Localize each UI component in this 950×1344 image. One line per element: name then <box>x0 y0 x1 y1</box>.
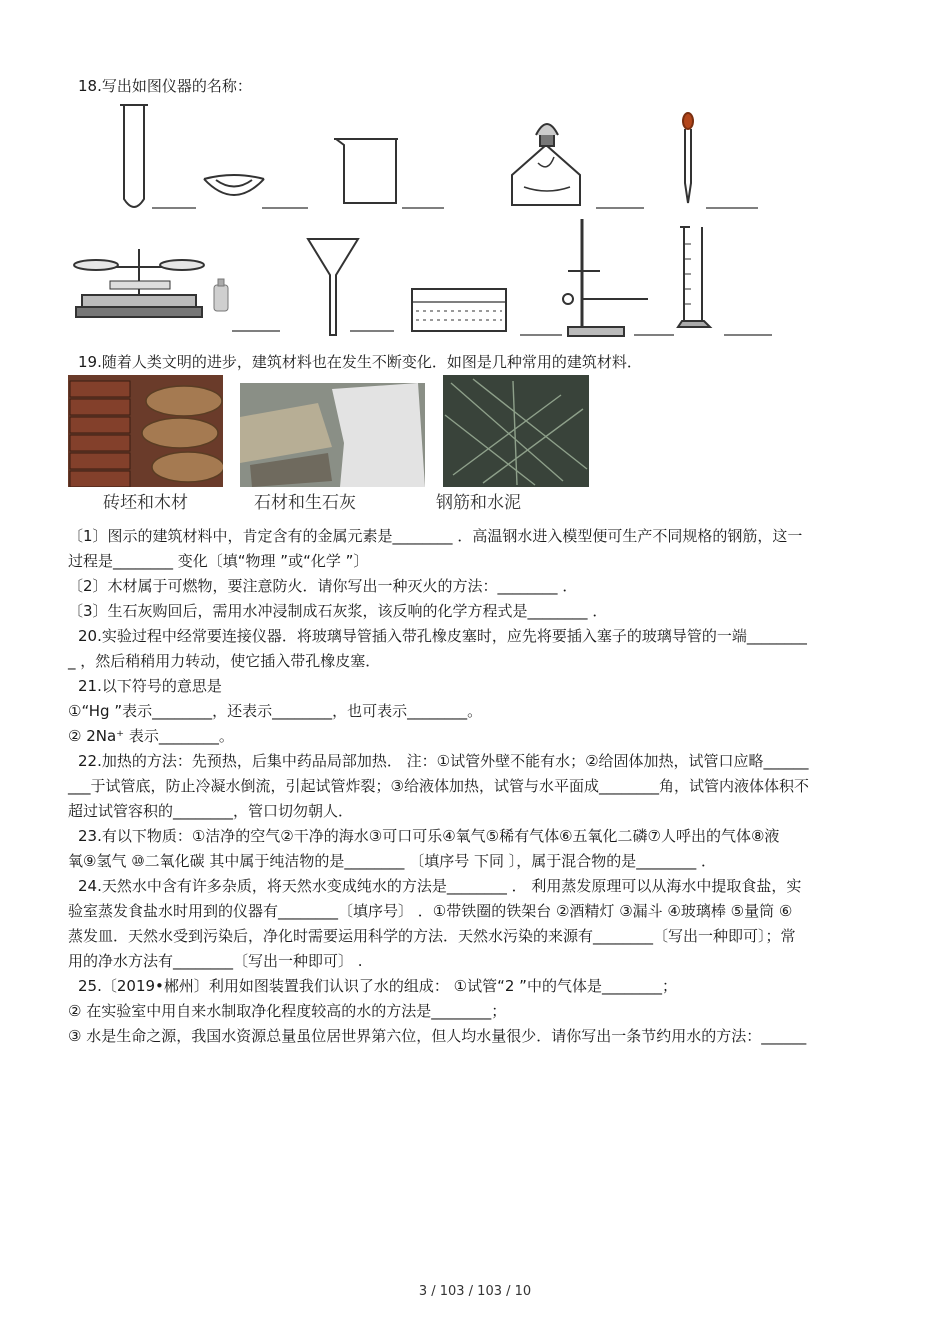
q20-line1: 20.实验过程中经常要连接仪器．将玻璃导管插入带孔橡皮塞时，应先将要插入塞子的玻璃导管的一端________ <box>78 627 807 645</box>
q19-part1-line2: 过程是________ 变化〔填“物理 ”或“化学 ”〕 <box>68 552 369 570</box>
instrument-figure <box>68 99 776 342</box>
q19-part2: 〔2〕木材属于可燃物，要注意防火．请你写出一种灭火的方法：________ ． <box>68 577 578 595</box>
evaporating-dish-icon <box>204 175 264 195</box>
q21-title: 21.以下符号的意思是 <box>78 677 222 695</box>
q24-line3: 蒸发皿．天然水受到污染后，净化时需要运用科学的方法．天然水污染的来源有________〔写出一种即可〕；常 <box>68 927 796 945</box>
q23-line2: 氧⑨氢气 ⑩二氧化碳 其中属于纯洁物的是________ 〔填序号 下同 〕，属于混合物的是________ ． <box>68 852 717 870</box>
q19-title: 19.随着人类文明的进步，建筑材料也在发生不断变化．如图是几种常用的建筑材料． <box>78 353 642 371</box>
q22-line2: ___于试管底，防止冷凝水倒流，引起试管炸裂；③给液体加热，试管与水平面成________角，试管内液体体积不 <box>68 777 809 795</box>
alcohol-lamp-icon <box>512 124 580 205</box>
balance-icon <box>74 249 204 317</box>
caption-stone-lime: 石材和生石灰 <box>254 493 356 513</box>
brick-wood-photo <box>68 375 223 487</box>
q19-part1-line1: 〔1〕图示的建筑材料中，肯定含有的金属元素是________ ．高温钢水进入模型便可生产不同规格的钢筋，这一 <box>68 527 803 545</box>
steel-cement-photo <box>443 375 589 487</box>
q18-title: 18.写出如图仪器的名称： <box>78 77 252 95</box>
caption-steel-cement: 钢筋和水泥 <box>436 493 521 513</box>
q24-line2: 验室蒸发食盐水时用到的仪器有________〔填序号〕 ．①带铁圈的铁架台 ②酒精灯 ③漏斗 ④玻璃棒 ⑤量筒 ⑥ <box>68 902 793 920</box>
dropper-icon <box>683 113 693 203</box>
q21-line1: ①“Hg ”表示________，还表示________，也可表示________。 <box>68 702 483 720</box>
caption-brick-wood: 砖坯和木材 <box>103 493 188 513</box>
weights-icon <box>214 279 228 311</box>
iron-stand-icon <box>563 219 648 336</box>
q19-part3: 〔3〕生石灰购回后，需用水冲浸制成石灰浆，该反响的化学方程式是________ ． <box>68 602 608 620</box>
q20-line2: _ ，然后稍稍用力转动，使它插入带孔橡皮塞． <box>68 652 381 670</box>
beaker-icon <box>334 139 398 203</box>
test-tube-icon <box>120 105 148 207</box>
q22-line3: 超过试管容积的________，管口切勿朝人． <box>68 802 354 820</box>
q25-line3: ③ 水是生命之源，我国水资源总量虽位居世界第六位，但人均水量很少．请你写出一条节约用水的方法：______ <box>68 1027 807 1045</box>
water-trough-icon <box>412 289 506 331</box>
graduated-cylinder-icon <box>678 227 710 327</box>
q22-line1: 22.加热的方法：先预热，后集中药品局部加热． 注：①试管外壁不能有水；②给固体加热，试管口应略______ <box>78 752 809 770</box>
q21-line2: ② 2Na⁺ 表示________。 <box>68 727 234 745</box>
q24-line4: 用的净水方法有________〔写出一种即可〕 . <box>68 952 363 970</box>
q23-line1: 23.有以下物质：①洁净的空气②干净的海水③可口可乐④氧气⑤稀有气体⑥五氧化二磷⑦人呼出的气体⑧液 <box>78 827 780 845</box>
q25-line1: 25.〔2019•郴州〕利用如图装置我们认识了水的组成： ①试管“2 ”中的气体是________； <box>78 977 677 995</box>
stone-lime-photo <box>240 383 425 487</box>
page-number: 3 / 103 / 103 / 10 <box>418 1284 532 1299</box>
q24-line1: 24.天然水中含有许多杂质，将天然水变成纯水的方法是________ ． 利用蒸发原理可以从海水中提取食盐，实 <box>78 877 802 895</box>
q25-line2: ② 在实验室中用自来水制取净化程度较高的水的方法是________； <box>68 1002 507 1020</box>
funnel-icon <box>308 239 358 335</box>
